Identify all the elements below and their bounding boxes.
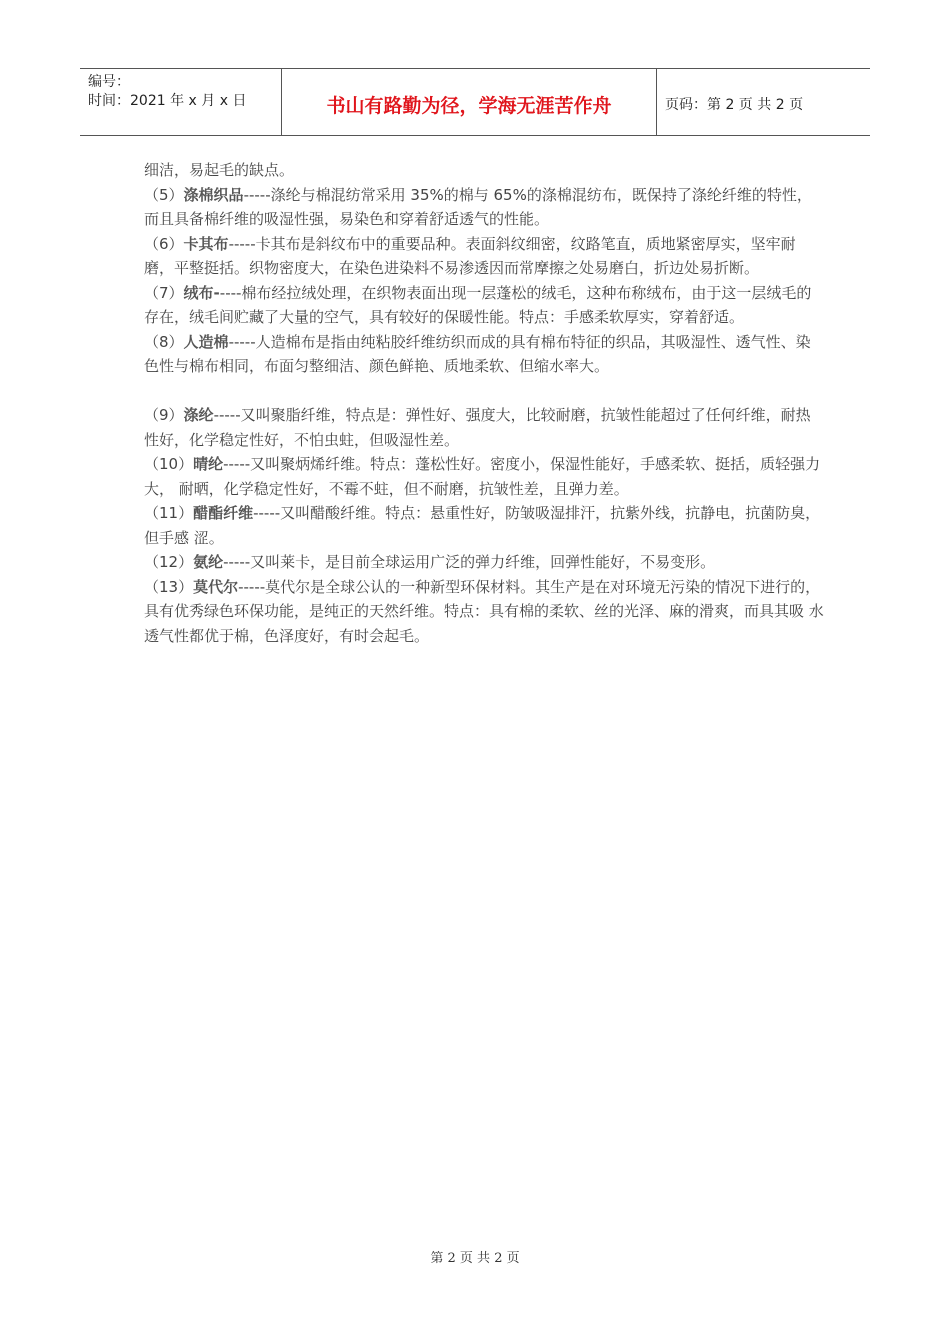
item-description: -----又叫莱卡，是目前全球运用广泛的弹力纤维，回弹性能好，不易变形。 — [223, 553, 716, 571]
item-description: ----棉布经拉绒处理，在织物表面出现一层蓬松的绒毛，这种布称绒布，由于这一层绒毛的存在，绒毛间贮藏了大量的空气，具有较好的保暖性能。特点：手感柔软厚实，穿着舒适。 — [144, 283, 812, 326]
document-body — [144, 158, 824, 648]
item-term: 晴纶 — [193, 455, 224, 473]
item-term: 绒布- — [183, 283, 220, 302]
fiber-item — [144, 575, 824, 649]
item-number: （13） — [144, 577, 194, 596]
item-number: （11） — [144, 504, 194, 522]
fiber-item — [144, 452, 824, 501]
item-description: -----涤纶与棉混纺常采用 35%的棉与 65%的涤棉混纺布，既保持了涤纶纤维的特性，而且具备棉纤维的吸湿性强，易染色和穿着舒适透气的性能。 — [144, 185, 812, 228]
item-number: （10） — [144, 455, 194, 473]
fabric-item — [144, 330, 824, 379]
item-term: 氨纶 — [193, 553, 224, 571]
header-page-cell — [657, 69, 870, 135]
document-number-label: 编号： — [88, 74, 130, 90]
footer-page-number: 第 2 页 共 2 页 — [430, 1251, 520, 1266]
item-number: （8） — [144, 332, 184, 351]
paragraph-gap — [144, 379, 824, 404]
fabric-item — [144, 281, 824, 330]
item-term: 人造棉 — [183, 332, 229, 351]
page-footer — [0, 1247, 950, 1266]
item-number: （12） — [144, 553, 194, 571]
fiber-item — [144, 550, 824, 575]
header-page-number: 页码：第 2 页 共 2 页 — [665, 97, 804, 113]
item-term: 涤纶 — [183, 406, 214, 424]
intro-paragraph: 细洁，易起毛的缺点。 — [144, 161, 295, 179]
item-number: （6） — [144, 234, 184, 253]
fiber-item — [144, 403, 824, 452]
fabric-item — [144, 183, 824, 232]
fiber-item — [144, 501, 824, 550]
item-description: -----卡其布是斜纹布中的重要品种。表面斜纹细密，纹路笔直，质地紧密厚实，坚牢耐磨，平整挺括。织物密度大，在染色进染料不易渗透因而常摩擦之处易磨白，折边处易折断。 — [144, 234, 796, 277]
item-term: 醋酯纤维 — [193, 504, 254, 522]
item-number: （7） — [144, 283, 184, 302]
fabric-item — [144, 232, 824, 281]
document-date-label: 时间：2021 年 x 月 x 日 — [88, 93, 247, 109]
item-number: （9） — [144, 406, 184, 424]
item-description: -----又叫聚脂纤维，特点是：弹性好、强度大，比较耐磨，抗皱性能超过了任何纤维，耐热性好，化学稳定性好，不怕虫蛀，但吸湿性差。 — [144, 406, 811, 449]
header-info-cell — [80, 69, 282, 135]
item-description: -----莫代尔是全球公认的一种新型环保材料。其生产是在对环境无污染的情况下进行的，具有优秀绿色环保功能，是纯正的天然纤维。特点：具有棉的柔软、丝的光泽、麻的滑爽，而具其吸 水透气性都优于棉，色泽度好，有时会起毛。 — [144, 577, 824, 645]
item-term: 莫代尔 — [193, 577, 239, 596]
header-motto: 书山有路勤为径，学海无涯苦作舟 — [326, 95, 612, 117]
header-motto-cell — [282, 69, 657, 135]
item-term: 涤棉织品 — [183, 185, 244, 204]
item-description: -----又叫聚炳烯纤维。特点：蓬松性好。密度小，保湿性能好，手感柔软、挺括，质轻强力大， 耐晒，化学稳定性好，不霉不蛀，但不耐磨，抗皱性差，且弹力差。 — [144, 455, 821, 498]
item-number: （5） — [144, 185, 184, 204]
item-description: -----又叫醋酸纤维。特点：悬重性好，防皱吸湿排汗，抗紫外线，抗静电，抗菌防臭，但手感 涩。 — [144, 504, 821, 547]
item-term: 卡其布 — [183, 234, 229, 253]
item-description: -----人造棉布是指由纯粘胶纤维纺织而成的具有棉布特征的织品，其吸湿性、透气性、染色性与棉布相同，布面匀整细洁、颜色鲜艳、质地柔软、但缩水率大。 — [144, 332, 811, 375]
page-header — [80, 68, 870, 136]
